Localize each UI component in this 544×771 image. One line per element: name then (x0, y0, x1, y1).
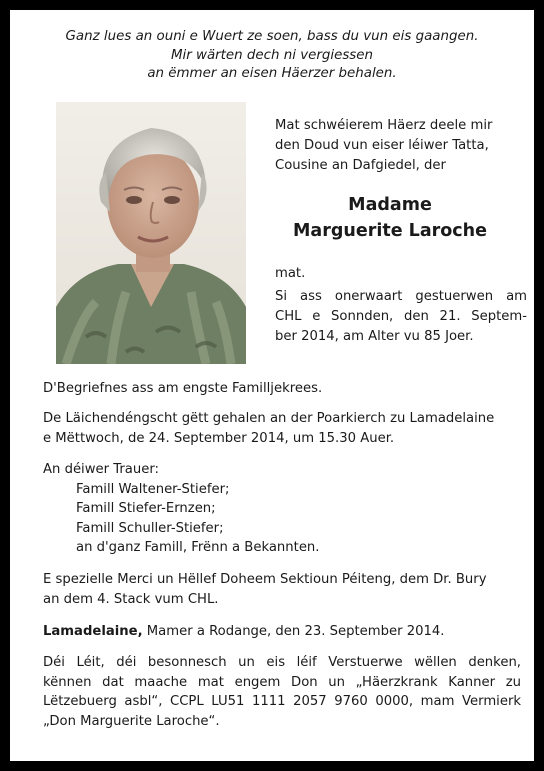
funeral-mass (43, 409, 521, 448)
motto-line: an ëmmer an eisen Häerzer behalen. (147, 66, 397, 81)
mourner-item: an d'ganz Famill, Frënn a Bekannten. (76, 540, 320, 555)
mourner-item: Famill Schuller-Stiefer; (76, 520, 224, 536)
mourning-title: An déiwer Trauer: (43, 462, 159, 477)
portrait-photo (56, 102, 246, 364)
obituary-notice (10, 10, 534, 761)
burial-note (43, 379, 521, 399)
date-line: Mamer a Rodange, den 23. September 2014. (142, 624, 445, 639)
donation-line: Déi Léit, déi besonnesch un eis léif Verstuerwe wëllen denken, (43, 655, 521, 670)
death-line: CHL e Sonnden, den 21. Septem- (275, 309, 527, 324)
mass-line: e Mëttwoch, de 24. September 2014, um 15.30 Auer. (43, 430, 395, 446)
thanks-line: E spezielle Merci un Hëllef Doheem Sektioun Péiteng, dem Dr. Bury (43, 572, 487, 587)
portrait-image (56, 102, 246, 364)
intro-line: Cousine an Dafgiedel, der (275, 158, 446, 173)
place-date (43, 622, 521, 642)
name-full: Marguerite Laroche (293, 221, 487, 241)
donation-line: „Don Marguerite Laroche“. (43, 713, 220, 729)
donation-line: Lëtzebuerg asbl“, CCPL LU51 1111 2057 9760 0000, mam Vermierk (43, 694, 521, 709)
death-line: ber 2014, am Alter vu 85 Joer. (275, 329, 474, 344)
mourner-item: Famill Waltener-Stiefer; (76, 481, 230, 497)
mass-line: De Läichendéngscht gëtt gehalen an der Poarkierch zu Lamadelaine (43, 411, 495, 426)
intro-line: Mat schwéierem Häerz deele mir (275, 118, 493, 133)
announcement-intro (275, 116, 525, 176)
thanks-line: an dem 4. Stack vum CHL. (43, 591, 219, 607)
mourners-block (43, 460, 521, 558)
motto-line: Mir wärten dech ni vergiessen (170, 47, 374, 63)
mourner-item: Famill Stiefer-Ernzen; (76, 501, 216, 516)
name-title: Madame (348, 195, 432, 215)
mat-text: mat. (275, 266, 306, 281)
thanks-note (43, 570, 521, 609)
deceased-name (265, 192, 515, 244)
burial-line: D'Begriefnes ass am engste Familljekrees. (43, 381, 323, 396)
motto-line: Ganz lues an ouni e Wuert ze soen, bass du vun eis gaangen. (65, 29, 479, 44)
motto (10, 28, 534, 84)
donation-note (43, 653, 521, 731)
death-line: Si ass onerwaart gestuerwen am (275, 289, 527, 304)
donation-line: kënnen dat maache mat engem Don un „Häerzkrank Kanner zu (43, 674, 521, 690)
intro-line: den Doud vun eiser léiwer Tatta, (275, 138, 489, 153)
place-name: Lamadelaine, (43, 624, 143, 639)
death-details (275, 287, 527, 347)
